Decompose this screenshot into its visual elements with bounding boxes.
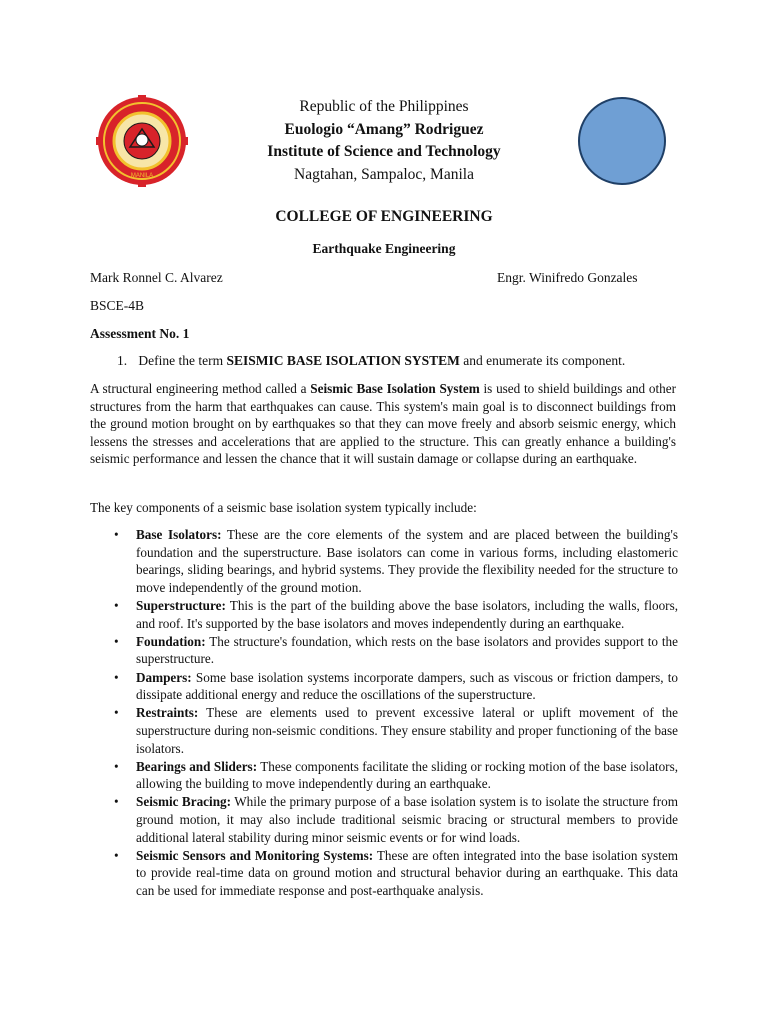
component-list-item	[90, 758, 678, 793]
question-text-after: and enumerate its component.	[459, 353, 626, 368]
component-description: These are often integrated into the base isolation system to provide real-time data on ground motion and structural behavior during an earthquake. This data can be used for immediate response and post-earthquake analysis.	[136, 847, 679, 899]
component-term: Restraints:	[136, 705, 199, 721]
instructor-name: Engr. Winifredo Gonzales	[497, 270, 638, 285]
component-term: Bearings and Sliders:	[136, 758, 258, 774]
component-list-item	[90, 633, 678, 668]
question-text-before: Define the term	[138, 353, 227, 368]
component-term: Foundation:	[136, 633, 206, 649]
components-intro: The key components of a seismic base isolation system typically include:	[90, 500, 477, 515]
component-term: Superstructure:	[136, 597, 226, 613]
svg-text:MANILA: MANILA	[130, 173, 154, 179]
college-title: COLLEGE OF ENGINEERING	[275, 208, 493, 225]
bullet-icon: •	[114, 633, 119, 649]
college-logo-circle	[578, 97, 666, 185]
bullet-icon: •	[114, 669, 119, 685]
bullet-icon: •	[114, 758, 119, 774]
course-title: Earthquake Engineering	[312, 241, 456, 256]
component-list-item	[90, 847, 678, 900]
component-term: Base Isolators:	[136, 527, 222, 542]
question-item	[117, 353, 625, 369]
component-term: Seismic Bracing:	[136, 794, 232, 810]
component-description: These components facilitate the sliding or rocking motion of the base isolators, allowing the building to move independently during an earthquake.	[136, 758, 678, 792]
component-term: Seismic Sensors and Monitoring Systems:	[136, 847, 374, 863]
component-list-item	[90, 704, 678, 757]
component-description: The structure's foundation, which rests on the base isolators and provides support to the superstructure.	[136, 633, 678, 667]
header-institute: Institute of Science and Technology	[267, 143, 501, 160]
component-description: While the primary purpose of a base isolation system is to isolate the structure from ground motion, it may also include traditional seismic bracing or structural members to provide additional lateral stability during minor seismic events or for wind loads.	[136, 794, 678, 845]
component-description: These are the core elements of the system and are placed between the building's foundation and the superstructure. Base isolators can come in various forms, including elastomeric bearings, sliding bearings, and hybrid systems. They provide the flexibility needed for the structure to move independently of the ground motion.	[136, 527, 678, 595]
header-school-name: Euologio “Amang” Rodriguez	[284, 120, 484, 138]
header-country: Republic of the Philippines	[299, 98, 469, 115]
component-description: These are elements used to prevent excessive lateral or uplift movement of the superstructure during non-seismic conditions. They ensure stability and proper functioning of the base isolators.	[136, 705, 678, 756]
component-list-item	[90, 793, 678, 846]
bullet-icon: •	[114, 847, 119, 863]
intro-text-after: is used to shield buildings and other structures from the harm that earthquakes can cause. This system's main goal is to disconnect buildings from the ground motion brought on by earthquakes so that they can move freely and absorb seismic energy, which lessens the stresses and accelerations that are applied to the structure. This can greatly enhance a building's seismic performance and lessen the chance that it will sustain damage or collapse during an earthquake.	[90, 381, 676, 467]
section-label: BSCE-4B	[90, 298, 145, 313]
bullet-icon: •	[114, 597, 119, 613]
bullet-icon: •	[114, 527, 119, 542]
intro-paragraph	[90, 380, 676, 468]
component-list-item	[90, 526, 678, 596]
component-term: Dampers:	[136, 669, 192, 685]
component-description: Some base isolation systems incorporate dampers, such as viscous or friction dampers, to dissipate additional energy and reduce the oscillations of the superstructure.	[136, 669, 678, 703]
intro-term: Seismic Base Isolation System	[310, 381, 480, 396]
assessment-title: Assessment No. 1	[90, 326, 190, 341]
intro-text-before: A structural engineering method called a	[90, 381, 311, 396]
bullet-icon: •	[114, 794, 119, 810]
question-term: SEISMIC BASE ISOLATION SYSTEM	[226, 353, 460, 368]
school-seal-logo	[96, 95, 188, 187]
bullet-icon: •	[114, 705, 119, 721]
institution-header	[190, 96, 578, 186]
component-list-item	[90, 597, 678, 632]
question-number: 1.	[117, 353, 128, 368]
header-address: Nagtahan, Sampaloc, Manila	[294, 165, 474, 183]
component-list-item	[90, 669, 678, 704]
component-description: This is the part of the building above the base isolators, including the walls, floors, and roof. It's supported by the base isolators and moves independently during an earthquake.	[136, 597, 678, 631]
student-name: Mark Ronnel C. Alvarez	[90, 270, 223, 285]
components-list	[90, 526, 678, 900]
